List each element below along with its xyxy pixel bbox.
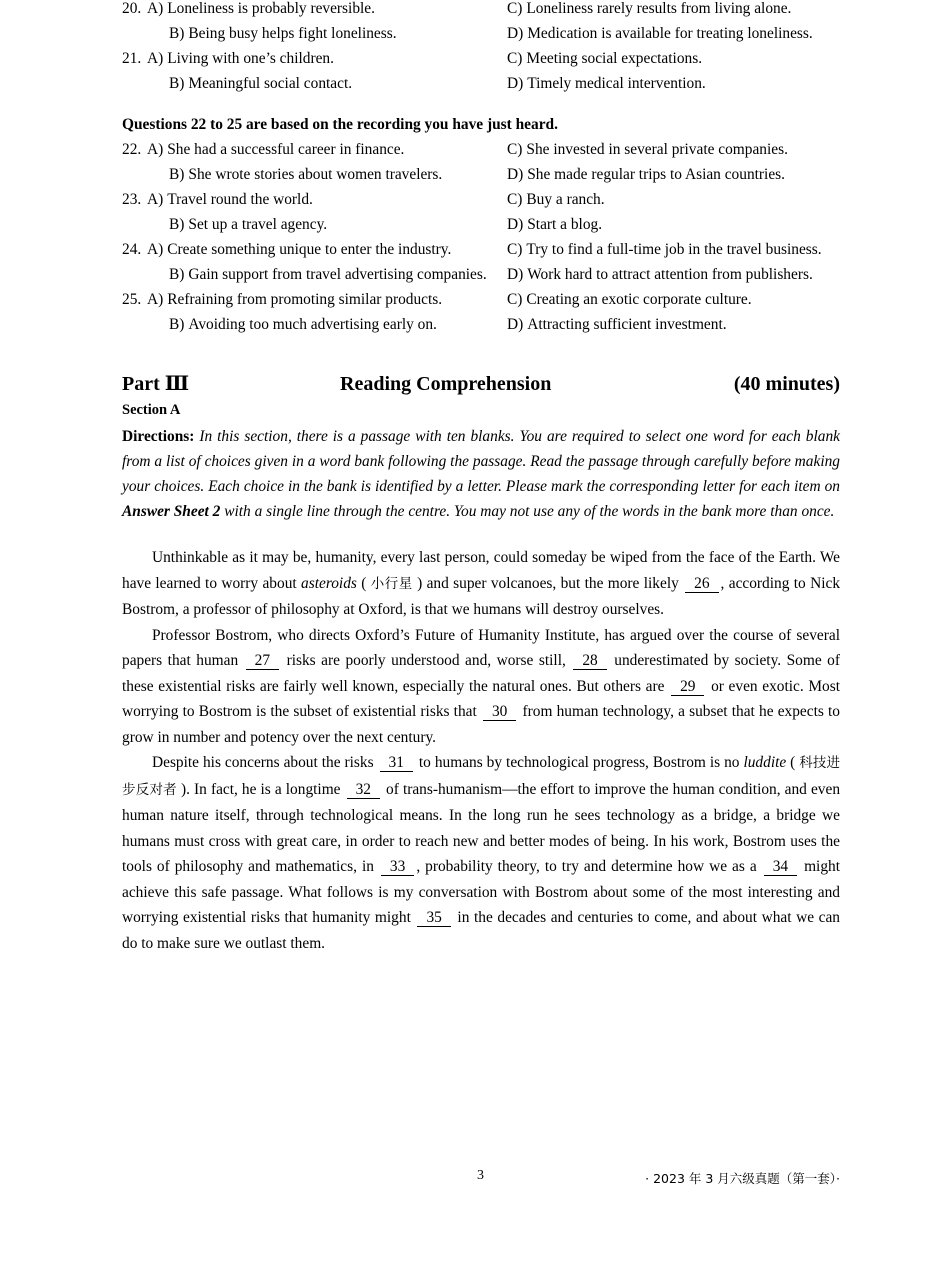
passage-text: of trans-humanism—the effort to improve the human condition, and even human nature itself, through technological means. In the long run he sees technology as a bridge, a bridge we humans must cross with great care, in order to reach new and better modes of being. In his work, Bostrom uses the tools of philosophy and mathematics, in — [122, 780, 841, 875]
directions-text-part-2: with a single line through the centre. You may not use any of the words in the bank more than once. — [220, 503, 835, 520]
question-number: 23. — [122, 191, 142, 208]
option-letter: A) — [147, 141, 164, 158]
passage-text: , probability theory, to try and determine how we as a — [416, 858, 762, 875]
passage-text: ). In fact, he is a longtime — [176, 780, 345, 798]
option-letter: B) — [169, 266, 185, 283]
option-text: Avoiding too much advertising early on. — [188, 316, 437, 333]
option-cell-a[interactable] — [122, 141, 507, 159]
option-text: Being busy helps fight loneliness. — [188, 25, 397, 42]
option-text: Start a blog. — [527, 216, 603, 233]
directions-text-part-1: In this section, there is a passage with ten blanks. You are required to select one word for each blank from a list of choices given in a word bank following the passage. Read the passage through carefully before making your choices. Each choice in the bank is identified by a letter. Please mark the corresponding letter for each item on — [122, 428, 840, 495]
option-text: She had a successful career in finance. — [167, 141, 405, 158]
option-letter: C) — [507, 291, 523, 308]
question-number: 25. — [122, 291, 142, 308]
option-letter: D) — [507, 166, 524, 183]
option-text: Set up a travel agency. — [188, 216, 328, 233]
option-row — [122, 166, 840, 191]
option-cell-d[interactable] — [507, 216, 840, 234]
option-cell-c[interactable] — [507, 241, 840, 259]
passage-text: Unthinkable as it may be, humanity, every last person, could someday be wiped from the face of the Earth. We have learned to worry about — [122, 549, 840, 592]
option-letter: D) — [507, 216, 524, 233]
option-text: She invested in several private companies. — [526, 141, 788, 158]
passage-text: to humans by technological progress, Bostrom is no — [414, 754, 744, 771]
option-row — [122, 216, 840, 241]
option-row — [122, 25, 840, 50]
option-letter: C) — [507, 0, 523, 17]
chinese-gloss-asteroids: 小行星 — [370, 575, 413, 592]
passage-text: , according to Nick Bostrom, a professor of philosophy at Oxford, is that we humans will destroy ourselves. — [122, 574, 841, 618]
option-text: Medication is available for treating loneliness. — [527, 25, 813, 42]
option-letter: D) — [507, 266, 524, 283]
option-text: Meaningful social contact. — [188, 75, 353, 92]
option-cell-c[interactable] — [507, 0, 840, 18]
option-cell-b[interactable] — [122, 166, 507, 185]
questions-directive-heading: Questions 22 to 25 are based on the recording you have just heard. — [122, 116, 558, 133]
option-text: Try to find a full-time job in the travel business. — [526, 241, 822, 258]
option-row — [122, 0, 840, 25]
option-cell-b[interactable] — [122, 75, 507, 94]
option-cell-c[interactable] — [507, 50, 840, 68]
option-cell-a[interactable] — [122, 50, 507, 68]
option-text: Timely medical intervention. — [527, 75, 706, 92]
answer-blank-30[interactable]: 30 — [483, 703, 516, 721]
chinese-gloss-luddite: 科技进步反对者 — [122, 755, 841, 798]
option-cell-a[interactable] — [122, 0, 507, 18]
option-text: Create something unique to enter the industry. — [167, 241, 452, 258]
answer-blank-29[interactable]: 29 — [671, 678, 704, 696]
answer-blank-27[interactable]: 27 — [246, 652, 279, 670]
option-cell-b[interactable] — [122, 25, 507, 44]
listening-options-group-b — [122, 141, 840, 341]
italic-term-luddite: luddite — [743, 754, 787, 771]
part-heading — [122, 371, 840, 396]
option-letter: B) — [169, 216, 185, 233]
option-text: She wrote stories about women travelers. — [188, 166, 443, 183]
option-letter: D) — [507, 75, 524, 92]
part-title: Reading Comprehension — [340, 373, 552, 395]
option-letter: B) — [169, 166, 185, 183]
passage-text: risks are poorly understood and, worse still, — [281, 652, 572, 669]
passage-text: in the decades and centuries to come, and about what we can do to make sure we outlast them. — [122, 909, 840, 952]
option-text: Attracting sufficient investment. — [527, 316, 727, 333]
question-number: 21. — [122, 50, 142, 67]
exam-page — [122, 0, 840, 1288]
directions-block — [122, 424, 840, 524]
option-letter: C) — [507, 50, 523, 67]
answer-blank-35[interactable]: 35 — [417, 909, 450, 927]
passage-paragraph-2 — [122, 623, 840, 751]
passage-body — [122, 545, 840, 956]
option-cell-a[interactable] — [122, 191, 507, 209]
option-letter: D) — [507, 316, 524, 333]
passage-text: from human technology, a subset that he expects to grow in number and potency over the next century. — [122, 703, 840, 746]
passage-text: might achieve this safe passage. What follows is my conversation with Bostrom about some of the most interesting and worrying existential risks that humanity might — [122, 858, 840, 926]
answer-blank-32[interactable]: 32 — [347, 781, 380, 799]
option-text: Travel round the world. — [167, 191, 313, 208]
option-text: Loneliness rarely results from living alone. — [526, 0, 792, 17]
option-row — [122, 241, 840, 266]
option-row — [122, 316, 840, 341]
question-number: 22. — [122, 141, 142, 158]
option-row — [122, 50, 840, 75]
option-text: Gain support from travel advertising companies. — [188, 266, 487, 283]
option-row — [122, 291, 840, 316]
option-cell-d[interactable] — [507, 166, 840, 184]
option-letter: D) — [507, 25, 524, 42]
option-text: Work hard to attract attention from publishers. — [527, 266, 813, 283]
passage-text: ( — [786, 754, 800, 771]
option-row — [122, 141, 840, 166]
option-letter: A) — [147, 191, 164, 208]
part-time-allowance: (40 minutes) — [733, 373, 840, 395]
option-cell-c[interactable] — [507, 291, 840, 309]
option-cell-d[interactable] — [507, 266, 840, 284]
passage-text: Despite his concerns about the risks — [152, 754, 378, 771]
passage-text: ) and super volcanoes, but the more likely — [412, 574, 684, 592]
italic-term-asteroids: asteroids — [301, 574, 357, 592]
answer-blank-26[interactable]: 26 — [685, 575, 718, 593]
option-cell-c[interactable] — [507, 191, 840, 209]
passage-text: Professor Bostrom, who directs Oxford’s Future of Humanity Institute, has argued over the course of several papers that human — [122, 626, 840, 669]
directions-lead: Directions: — [122, 428, 195, 445]
answer-sheet-reference: Answer Sheet 2 — [122, 503, 221, 520]
passage-text: or even exotic. Most worrying to Bostrom is the subset of existential risks that — [122, 677, 840, 720]
option-cell-a[interactable] — [122, 241, 507, 259]
page-number: 3 — [477, 1168, 484, 1183]
answer-blank-33[interactable]: 33 — [381, 858, 414, 876]
option-row — [122, 191, 840, 216]
option-text: Buy a ranch. — [526, 191, 605, 208]
passage-text: underestimated by society. Some of these existential risks are fairly well known, especially the natural ones. But others are — [122, 652, 841, 695]
option-row — [122, 75, 840, 100]
section-label: Section A — [122, 402, 181, 418]
option-text: She made regular trips to Asian countries. — [527, 166, 785, 183]
option-cell-b[interactable] — [122, 316, 507, 335]
listening-options-group-a — [122, 0, 840, 100]
answer-blank-34[interactable]: 34 — [764, 858, 797, 876]
option-cell-b[interactable] — [122, 266, 507, 285]
option-text: Creating an exotic corporate culture. — [526, 291, 752, 308]
option-letter: A) — [147, 50, 164, 67]
option-letter: A) — [147, 291, 164, 308]
option-cell-c[interactable] — [507, 141, 840, 159]
passage-text: ( — [356, 574, 371, 592]
option-cell-d[interactable] — [507, 316, 840, 334]
option-letter: A) — [147, 0, 164, 17]
option-letter: C) — [507, 191, 523, 208]
question-number: 24. — [122, 241, 142, 258]
question-number: 20. — [122, 0, 142, 17]
option-letter: A) — [147, 241, 164, 258]
option-cell-d[interactable] — [507, 75, 840, 93]
option-letter: B) — [169, 25, 185, 42]
option-text: Loneliness is probably reversible. — [167, 0, 375, 17]
passage-paragraph-1 — [122, 545, 840, 623]
option-cell-d[interactable] — [507, 25, 840, 43]
option-cell-b[interactable] — [122, 216, 507, 235]
answer-blank-28[interactable]: 28 — [573, 652, 606, 670]
option-row — [122, 266, 840, 291]
passage-paragraph-3 — [122, 750, 840, 956]
option-letter: B) — [169, 75, 185, 92]
footer-exam-note: · 2023 年 3 月六级真题（第一套）· — [645, 1171, 840, 1186]
part-label: Part Ⅲ — [122, 373, 190, 395]
option-letter: C) — [507, 241, 523, 258]
option-letter: B) — [169, 316, 185, 333]
option-cell-a[interactable] — [122, 291, 507, 309]
option-text: Refraining from promoting similar products. — [167, 291, 443, 308]
option-text: Meeting social expectations. — [526, 50, 703, 67]
option-text: Living with one’s children. — [167, 50, 334, 67]
answer-blank-31[interactable]: 31 — [380, 754, 413, 772]
option-letter: C) — [507, 141, 523, 158]
